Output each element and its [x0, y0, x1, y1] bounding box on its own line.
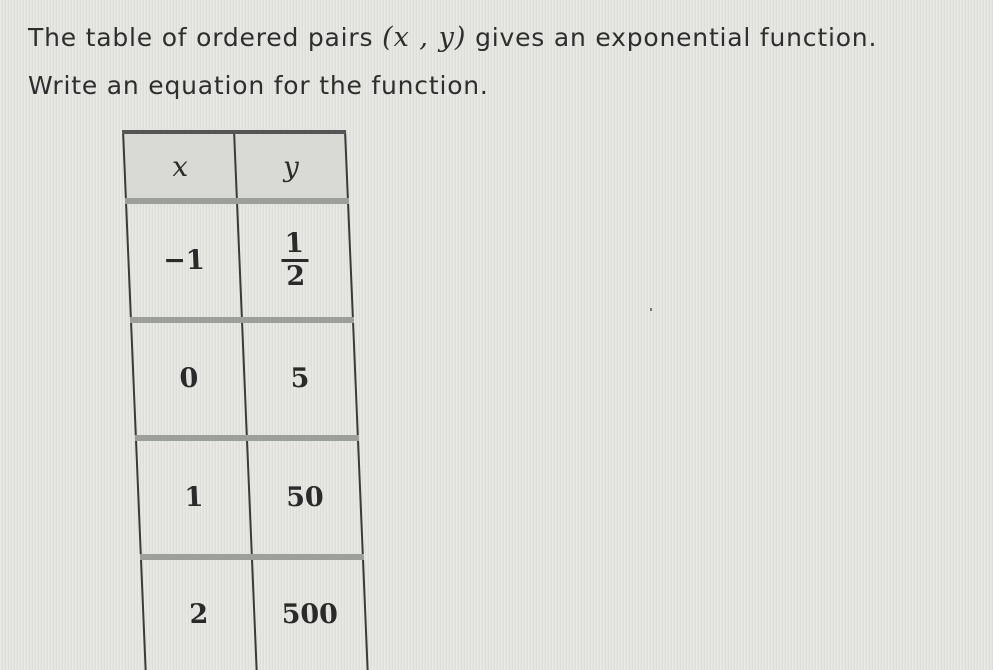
cell-x: 0 [131, 320, 247, 439]
ordered-pairs-table [122, 130, 369, 670]
fraction-value [280, 229, 309, 291]
ordered-pair-notation: (x , y) [382, 22, 466, 53]
header-y: y [234, 132, 348, 201]
table-row [141, 557, 368, 670]
cell-y [237, 201, 353, 320]
prompt-line-1 [28, 14, 983, 62]
prompt-text-start: The table of ordered pairs [28, 23, 373, 52]
cell-x: 1 [136, 438, 252, 557]
fraction-denominator: 2 [281, 259, 309, 292]
table-header-row [123, 132, 348, 201]
table-row [131, 320, 358, 439]
prompt-text-end: gives an exponential function. [475, 23, 877, 52]
question-prompt [28, 14, 983, 110]
cell-x: −1 [126, 201, 242, 320]
table-row [136, 438, 363, 557]
header-x: x [123, 132, 237, 201]
prompt-line-2: Write an equation for the function. [28, 62, 983, 110]
fraction-numerator: 1 [280, 229, 308, 259]
table-row [126, 201, 353, 320]
screen-speck [650, 308, 652, 311]
cell-x: 2 [141, 557, 257, 670]
cell-y: 5 [242, 320, 358, 439]
cell-y: 500 [252, 557, 368, 670]
cell-y: 50 [247, 438, 363, 557]
